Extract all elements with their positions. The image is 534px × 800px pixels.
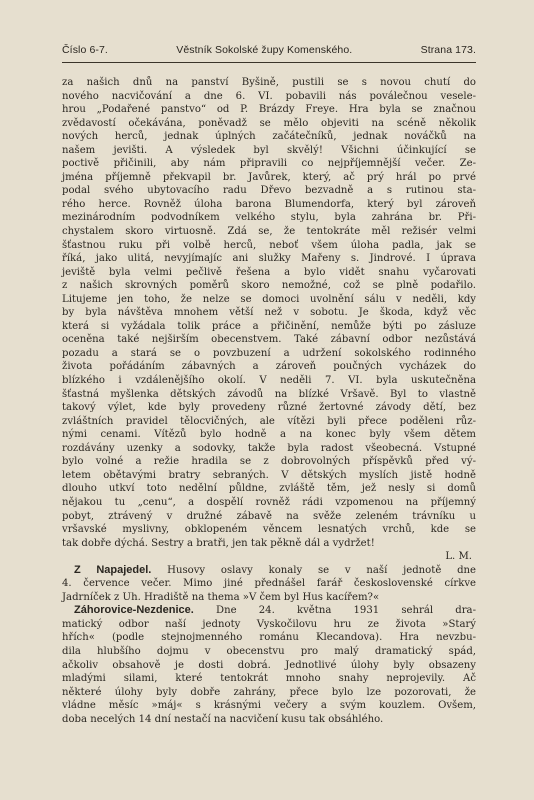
line-text: podal svého ubytovacího radu Dřevo bezvadně a s rutinou sta-: [62, 185, 476, 197]
line-text: mladými silami, které tentokrát mnoho snahy neprojevily. Ač: [62, 673, 476, 685]
text-line: [62, 184, 476, 198]
text-line: [62, 252, 476, 266]
author-signature: L. M.: [445, 551, 472, 563]
line-text: která si vyžádala tolik práce a přičinění, nemůže býti po zásluze: [62, 320, 476, 332]
line-text: letem obětavými bratry sebraných. V dětských myslích jistě hodně: [62, 469, 476, 481]
text-line: [62, 631, 476, 645]
article-body: [62, 76, 476, 726]
text-line: [62, 510, 476, 524]
line-text: jména příjemně překvapil br. Javůrek, který, ač prý hrál po prvé: [62, 171, 476, 183]
text-line: [62, 564, 476, 578]
text-line: [62, 618, 476, 632]
page-number: Strana 173.: [420, 44, 476, 56]
text-line: [62, 171, 476, 185]
line-text: dlouho utkví toto nedělní půldne, zvláště těm, jež nesly si domů: [62, 483, 476, 495]
text-line: [62, 198, 476, 212]
section-heading: Záhorovice-Nezdenice.: [74, 604, 194, 617]
line-text: dila hlubšího dojmu v obecenstvu pro malý dramatický spád,: [62, 645, 476, 657]
text-line: [62, 266, 476, 280]
line-text: rého herce. Rovněž úloha barona Blumendorfa, který byl zároveň: [62, 198, 476, 210]
line-text: oceněna také nejširším obecenstvem. Také zábavní odbor nezůstává: [62, 334, 476, 346]
line-text: bylo volné a režie hradila se z dobrovolných příspěvků před vý-: [62, 456, 476, 468]
text-line: [62, 76, 476, 90]
text-line: [62, 604, 476, 618]
text-line: [62, 672, 476, 686]
text-line: [62, 130, 476, 144]
text-line: [62, 659, 476, 673]
line-text: jeviště byla velmi pečlivě řešena a bylo vidět snahu vyčarovati: [62, 266, 476, 278]
line-text: poctivě přičinili, aby nám připravili co nejpříjemnější večer. Ze-: [62, 158, 476, 170]
text-line: [62, 374, 476, 388]
text-line: [62, 157, 476, 171]
line-text: šťastnou ruku při volbě herců, neboť všem úloha padla, jak se: [62, 239, 476, 251]
line-text: za našich dnů na panství Byšině, pustili se s novou chutí do: [62, 77, 476, 88]
text-line: [62, 713, 476, 727]
text-line: [62, 415, 476, 429]
text-line: [62, 90, 476, 104]
line-text: zvláštních pravidel tělocvičných, ale vítězi byli přece poděleni růz-: [62, 415, 476, 427]
line-text: zvědavostí očekávána, poněvadž se mělo objeviti na scéně několik: [62, 117, 476, 129]
issue-number: Číslo 6-7.: [62, 44, 108, 56]
text-line: [62, 401, 476, 415]
line-text: nových herců, jednak úplných začátečníků, jednak nováčků na: [62, 131, 476, 143]
line-text: vršavské myslivny, obklopeném věncem lesnatých vrchů, kde se: [62, 524, 476, 536]
text-line: [62, 537, 476, 551]
text-line: [62, 645, 476, 659]
text-line: [62, 469, 476, 483]
text-line: [62, 320, 476, 334]
line-text: nějakou tu „cenu“, a dospělí rovněž rádi vzpomenou na příjemný: [62, 496, 476, 508]
line-text: některé úlohy byly dobře zahrány, přece bylo lze pozorovati, že: [62, 686, 476, 698]
text-line: [62, 577, 476, 591]
line-text: nového nacvičování a dne 6. VI. pobavili nás poválečnou vesele-: [62, 90, 476, 102]
text-line: [62, 306, 476, 320]
line-text: takový výlet, kde byly provedeny různé žertovné závody dětí, bez: [62, 402, 476, 414]
line-text: tak dobře dýchá. Sestry a bratři, jen tak pěkně dál a vydržet!: [62, 537, 375, 549]
text-line: [62, 388, 476, 402]
text-line: [62, 117, 476, 131]
text-line: [62, 211, 476, 225]
line-text: rozdávány uzenky a sodovky, takže byla radost všeobecná. Vstupné: [62, 442, 476, 454]
report-napajedla: [62, 564, 476, 605]
line-text: hrou „Podařené panstvo“ od P. Brázdy Freye. Hra byla se značnou: [62, 104, 476, 116]
line-text: života pořádáním zábavných a zároveň poučných vycházek do: [62, 361, 476, 373]
line-text: Jadrníček z Uh. Hradiště na thema »V čem byl Hus kacířem?«: [62, 591, 380, 603]
text-line: [62, 103, 476, 117]
line-text: 4. července večer. Mimo jiné přednášel farář československé církve: [62, 578, 476, 590]
text-line: [62, 347, 476, 361]
text-line: [62, 496, 476, 510]
line-text: šťastná myšlenka dětských závodů na blízké Vršavě. Byl to vlastně: [62, 388, 476, 400]
line-text: pozadu a stará se o povzbuzení a udržení sokolského rodinného: [62, 347, 476, 359]
line-text: z našich skrovných poměrů skoro nemožné, což se plně podařilo.: [62, 280, 476, 292]
journal-title: Věstník Sokolské župy Komenského.: [176, 44, 353, 56]
line-text: našem jevišti. A výsledek byl skvělý! Všichni účinkující se: [62, 144, 476, 156]
text-line: [62, 225, 476, 239]
text-line: [62, 686, 476, 700]
line-text: Litujeme jen toho, že nelze se domoci uvolnění sálu v neděli, kdy: [62, 293, 476, 305]
text-line: [62, 360, 476, 374]
text-line: [62, 333, 476, 347]
text-line: [62, 523, 476, 537]
text-line: [62, 293, 476, 307]
running-header: [62, 44, 476, 63]
line-text: pobyt, ztrávený v družné zábavě na svěže zeleném trávníku u: [62, 510, 476, 522]
text-line: [62, 428, 476, 442]
line-text: matický odbor naší jednoty Vyskočilovu hru ze života »Starý: [62, 618, 476, 630]
line-text: doba necelých 14 dní nestačí na nacvičení kusu tak obsáhlého.: [62, 713, 384, 725]
text-line: [62, 699, 476, 713]
text-line: [62, 455, 476, 469]
text-line: [62, 591, 476, 605]
line-text: by byla návštěva mnohem větší než v sobotu. Je škoda, když věc: [62, 307, 476, 319]
text-line: [62, 279, 476, 293]
line-text: Husovy oslavy konaly se v naší jednotě dne: [151, 564, 477, 576]
line-text: mezinárodním podvodníkem velkého stylu, byla zahrána br. Při-: [62, 212, 476, 224]
report-byšina: [62, 76, 476, 550]
line-text: ačkoliv obsahově je dosti dobrá. Jednotlivé úlohy byly obsazeny: [62, 659, 476, 671]
line-text: blízkého i vzdálenějšího okolí. V neděli 7. VI. byla uskutečněna: [62, 375, 476, 387]
report-zahorovice: [62, 604, 476, 726]
line-text: hřích« (podle stejnojmenného románu Klecandova). Hra nevzbu-: [62, 632, 476, 644]
text-line: [62, 482, 476, 496]
section-heading: Z Napajedel.: [74, 563, 152, 576]
line-text: chystalem skoro virtuosně. Zdá se, že tentokráte měl režisér velmi: [62, 226, 476, 238]
line-text: říká, jako ulitá, nevyjímajíc ani služky Mařeny s. Jindrové. I úprava: [62, 253, 476, 265]
line-text: Dne 24. května 1931 sehrál dra-: [193, 605, 476, 617]
text-line: [62, 239, 476, 253]
text-line: [62, 442, 476, 456]
line-text: vládne měsíc »máj« s krásnými večery a svým kouzlem. Ovšem,: [62, 700, 476, 712]
text-line: [62, 144, 476, 158]
line-text: nými cenami. Vítězů bylo hodně a na konec byly všem dětem: [62, 429, 476, 441]
